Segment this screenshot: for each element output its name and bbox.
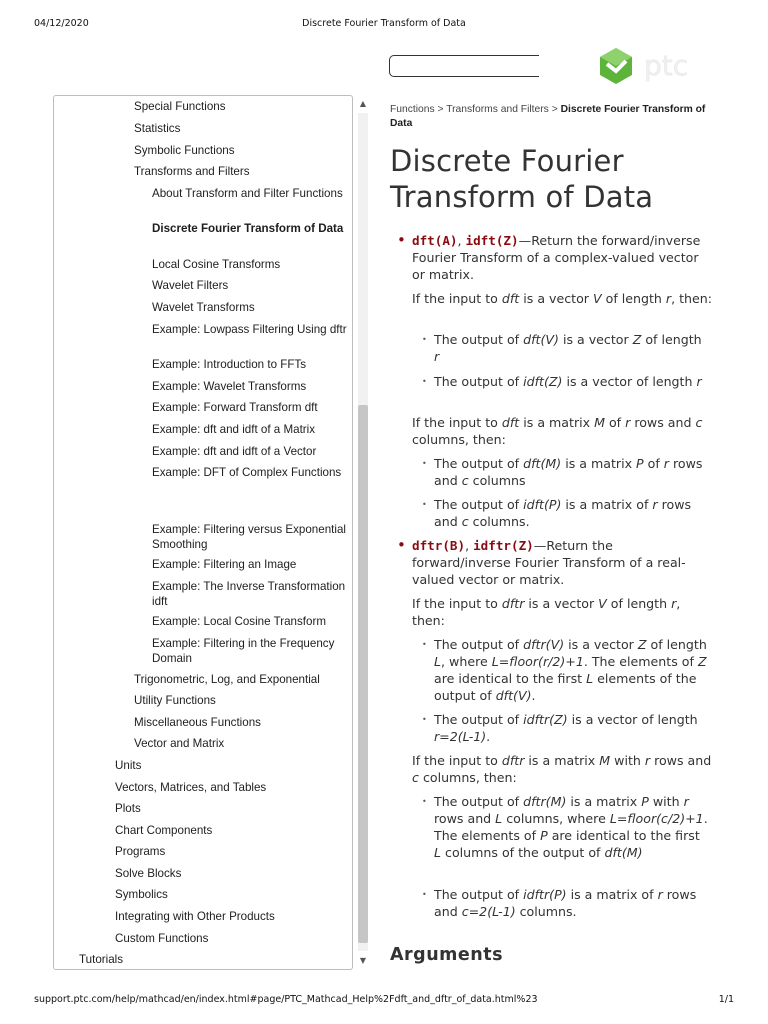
nav-item-ex-filtering-image[interactable]: Example: Filtering an Image [152, 558, 297, 571]
breadcrumb-transforms[interactable]: Transforms and Filters [446, 104, 549, 115]
nav-tree [53, 95, 353, 970]
nav-item-local-cosine[interactable]: Local Cosine Transforms [152, 258, 281, 271]
nav-item-vectors-tables[interactable]: Vectors, Matrices, and Tables [115, 781, 267, 794]
search-input[interactable] [389, 55, 539, 77]
scroll-thumb[interactable] [358, 405, 368, 943]
nav-item-statistics[interactable]: Statistics [134, 122, 181, 135]
nav-item-ex-filtering-smoothing[interactable]: Example: Filtering versus Exponential Smoothing [152, 523, 346, 551]
idftr-vector-output: The output of idftr(Z) is a vector of length r=2(L-1). [434, 712, 698, 744]
nav-item-ex-forward-dft[interactable]: Example: Forward Transform dft [152, 401, 318, 414]
ptc-logo[interactable] [598, 44, 708, 88]
page-title: Discrete Fourier Transform of Data [390, 144, 654, 214]
nav-item-transforms-filters[interactable]: Transforms and Filters [134, 165, 250, 178]
scroll-down-arrow-icon[interactable]: ▼ [359, 956, 367, 965]
nav-item-ex-local-cosine[interactable]: Example: Local Cosine Transform [152, 615, 326, 628]
comma: , [465, 538, 474, 553]
nav-item-misc[interactable]: Miscellaneous Functions [134, 716, 261, 729]
nav-item-custom-functions[interactable]: Custom Functions [115, 932, 209, 945]
nav-item-symbolic-functions[interactable]: Symbolic Functions [134, 144, 235, 157]
dftr-matrix-intro: If the input to dftr is a matrix M with r rows and c columns, then: [412, 753, 712, 785]
section-dft-summary [412, 232, 712, 283]
idft-matrix-output: The output of idft(P) is a matrix of r rows and c columns. [434, 497, 692, 529]
dftr-vector-output: The output of dftr(V) is a vector Z of length L, where L=floor(r/2)+1. The elements of Z are identical to the first L elements of the output of dft(V). [434, 637, 707, 703]
nav-item-ex-freq-domain[interactable]: Example: Filtering in the Frequency Domain [152, 637, 335, 665]
breadcrumb-separator: > [434, 104, 447, 115]
nav-item-vector-matrix[interactable]: Vector and Matrix [134, 737, 225, 750]
dft-vector-intro: If the input to dft is a vector V of length r, then: [412, 291, 713, 306]
nav-item-dft-data[interactable]: Discrete Fourier Transform of Data [152, 222, 344, 235]
nav-item-programs[interactable]: Programs [115, 845, 166, 858]
print-url: support.ptc.com/help/mathcad/en/index.html#page/PTC_Mathcad_Help%2Fdft_and_dftr_of_data.html%23 [34, 994, 538, 1005]
fn-link-dft[interactable]: dft(A) [412, 233, 458, 248]
nav-item-ex-dft-matrix[interactable]: Example: dft and idft of a Matrix [152, 423, 316, 436]
nav-item-ex-inverse-idft[interactable]: Example: The Inverse Transformation idft [152, 580, 346, 608]
sub-bullet: • [422, 500, 427, 509]
nav-item-integrating[interactable]: Integrating with Other Products [115, 910, 275, 923]
sub-bullet: • [422, 890, 427, 899]
comma: , [457, 233, 466, 248]
print-title: Discrete Fourier Transform of Data [302, 18, 466, 29]
idft-vector-output: The output of idft(Z) is a vector of length r [434, 374, 702, 389]
nav-item-about-transform[interactable]: About Transform and Filter Functions [152, 187, 343, 200]
arguments-heading: Arguments [390, 945, 504, 965]
nav-item-wavelet-transforms[interactable]: Wavelet Transforms [152, 301, 255, 314]
dft-matrix-intro: If the input to dft is a matrix M of r rows and c columns, then: [412, 415, 703, 447]
breadcrumb-separator: > [548, 104, 561, 115]
sub-bullet: • [422, 377, 427, 386]
nav-item-plots[interactable]: Plots [115, 802, 141, 815]
nav-item-symbolics[interactable]: Symbolics [115, 888, 168, 901]
section-dftr-summary [412, 537, 712, 588]
dft-description: —Return the forward/inverse Fourier Transform of a complex-valued vector or matrix. [412, 233, 701, 282]
breadcrumb-functions[interactable]: Functions [390, 104, 435, 115]
scroll-up-arrow-icon[interactable]: ▲ [359, 99, 367, 108]
nav-item-special-functions[interactable]: Special Functions [134, 100, 226, 113]
fn-link-idftr[interactable]: idftr(Z) [473, 538, 534, 553]
print-date: 04/12/2020 [34, 18, 89, 29]
breadcrumb-current: Discrete Fourier Transform of Data [390, 104, 706, 129]
dft-vector-output: The output of dft(V) is a vector Z of length r [434, 332, 702, 364]
fn-link-idft[interactable]: idft(Z) [465, 233, 519, 248]
logo-text: ptc [644, 49, 689, 82]
sub-bullet: • [422, 459, 427, 468]
nav-item-ex-dft-vector[interactable]: Example: dft and idft of a Vector [152, 445, 317, 458]
nav-item-ex-wavelet[interactable]: Example: Wavelet Transforms [152, 380, 307, 393]
sub-bullet: • [422, 640, 427, 649]
nav-scrollbar[interactable] [355, 95, 371, 970]
sub-bullet: • [422, 797, 427, 806]
sub-bullet: • [422, 715, 427, 724]
nav-item-units[interactable]: Units [115, 759, 142, 772]
bullet-dftr: • [397, 536, 406, 554]
nav-item-wavelet-filters[interactable]: Wavelet Filters [152, 279, 229, 292]
nav-item-ex-lowpass[interactable]: Example: Lowpass Filtering Using dftr [152, 323, 347, 336]
nav-item-ex-intro-ffts[interactable]: Example: Introduction to FFTs [152, 358, 307, 371]
breadcrumb [390, 103, 708, 131]
nav-item-utility[interactable]: Utility Functions [134, 694, 216, 707]
nav-item-ex-dft-complex[interactable]: Example: DFT of Complex Functions [152, 466, 342, 479]
nav-item-trig-log-exp[interactable]: Trigonometric, Log, and Exponential [134, 673, 320, 686]
fn-link-dftr[interactable]: dftr(B) [412, 538, 466, 553]
idftr-matrix-output: The output of idftr(P) is a matrix of r rows and c=2(L-1) columns. [434, 887, 697, 919]
dftr-matrix-output: The output of dftr(M) is a matrix P with r rows and L columns, where L=floor(c/2)+1. The elements of P are identical to the first L columns of the output of dft(M) [434, 794, 708, 860]
dftr-description: —Return the forward/inverse Fourier Transform of a real-valued vector or matrix. [412, 538, 686, 587]
nav-item-tutorials[interactable]: Tutorials [79, 953, 124, 966]
nav-item-chart-components[interactable]: Chart Components [115, 824, 213, 837]
dftr-vector-intro: If the input to dftr is a vector V of length r, then: [412, 596, 681, 628]
print-page-number: 1/1 [718, 994, 734, 1005]
bullet-dft: • [397, 231, 406, 249]
sub-bullet: • [422, 335, 427, 344]
nav-item-solve-blocks[interactable]: Solve Blocks [115, 867, 182, 880]
dft-matrix-output: The output of dft(M) is a matrix P of r rows and c columns [434, 456, 703, 488]
